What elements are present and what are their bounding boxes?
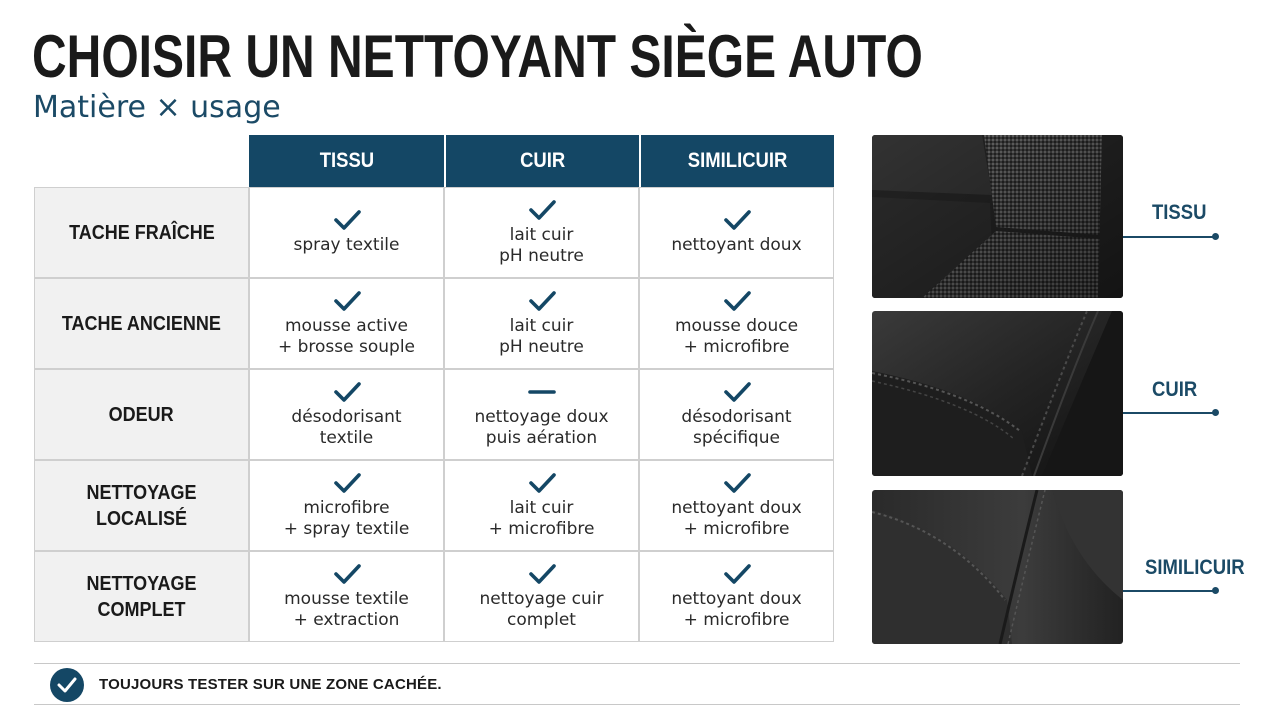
table-cell [639,460,834,551]
cell-text: + spray textile [283,518,410,539]
swatch-pointer-dot [1212,587,1219,594]
check-icon [332,209,362,231]
cell-text: lait cuir [509,224,574,245]
cell-text: + brosse souple [277,336,416,357]
faux-leather-seat-photo [872,490,1123,644]
check-icon [722,472,752,494]
row-header [34,369,249,460]
cell-text: mousse active [285,315,408,336]
table-cell [249,369,444,460]
cell-text: pH neutre [499,336,584,357]
table-cell [639,187,834,278]
table-cell [444,369,639,460]
fabric-seat-photo [872,135,1123,298]
swatch-pointer-line [1123,590,1215,592]
check-icon [527,290,557,312]
row-header-label: NETTOYAGE LOCALISÉ [86,481,197,530]
cell-text: microfibre [303,497,390,518]
cell-text: nettoyage doux [474,406,609,427]
page-subtitle: Matière × usage [33,90,281,125]
row-header [34,460,249,551]
table-cell [444,278,639,369]
leather-seat-photo [872,311,1123,476]
check-circle-icon [50,668,84,702]
swatch-pointer-dot [1212,409,1219,416]
cell-text: désodorisant [291,406,402,427]
check-icon [332,563,362,585]
cell-text: complet [507,609,576,630]
cell-text: pH neutre [499,245,584,266]
swatch-label-cuir: CUIR [1152,378,1198,401]
check-icon [332,381,362,403]
column-header-cuir: CUIR [444,135,639,187]
table-cell [249,278,444,369]
footer-note: TOUJOURS TESTER SUR UNE ZONE CACHÉE. [99,676,442,693]
check-icon [722,209,752,231]
check-icon [527,199,557,221]
cell-text: nettoyage cuir [479,588,604,609]
cell-text: + microfibre [488,518,595,539]
check-icon [722,563,752,585]
check-icon [527,472,557,494]
column-header-similicuir: SIMILICUIR [639,135,834,187]
table-cell [249,460,444,551]
check-icon [527,563,557,585]
row-header-label: ODEUR [108,403,174,426]
cell-text: spray textile [293,235,400,255]
row-header-label: NETTOYAGE COMPLET [86,572,197,621]
table-cell [444,551,639,642]
cell-text: lait cuir [509,315,574,336]
table-cell [444,187,639,278]
check-icon [332,290,362,312]
cell-text: nettoyant doux [671,497,802,518]
footer-rule-bottom [34,704,1240,705]
page-title: CHOISIR UN NETTOYANT SIÈGE AUTO [32,23,923,90]
row-header [34,278,249,369]
row-header-label: TACHE FRAÎCHE [68,221,215,244]
table-cell [639,551,834,642]
table-cell [639,278,834,369]
check-icon [722,381,752,403]
cell-text: + microfibre [683,609,790,630]
dash-icon [527,381,557,403]
cell-text: + microfibre [683,336,790,357]
cell-text: spécifique [693,427,780,448]
table-cell [444,460,639,551]
table-cell [249,551,444,642]
swatch-pointer-line [1123,236,1215,238]
column-header-tissu: TISSU [249,135,444,187]
swatch-pointer-line [1123,412,1215,414]
row-header [34,551,249,642]
row-header [34,187,249,278]
table-cell [249,187,444,278]
table-cell [639,369,834,460]
cell-text: + extraction [293,609,400,630]
footer-rule-top [34,663,1240,664]
cell-text: mousse douce [674,315,799,336]
check-icon [332,472,362,494]
cell-text: lait cuir [509,497,574,518]
swatch-pointer-dot [1212,233,1219,240]
swatch-label-similicuir: SIMILICUIR [1145,556,1245,579]
cell-text: textile [319,427,374,448]
row-header-label: TACHE ANCIENNE [61,312,221,335]
cell-text: nettoyant doux [671,588,802,609]
cell-text: nettoyant doux [671,235,802,255]
cell-text: désodorisant [681,406,792,427]
cell-text: puis aération [485,427,598,448]
swatch-label-tissu: TISSU [1152,201,1207,224]
cell-text: mousse textile [284,588,409,609]
check-icon [722,290,752,312]
cell-text: + microfibre [683,518,790,539]
